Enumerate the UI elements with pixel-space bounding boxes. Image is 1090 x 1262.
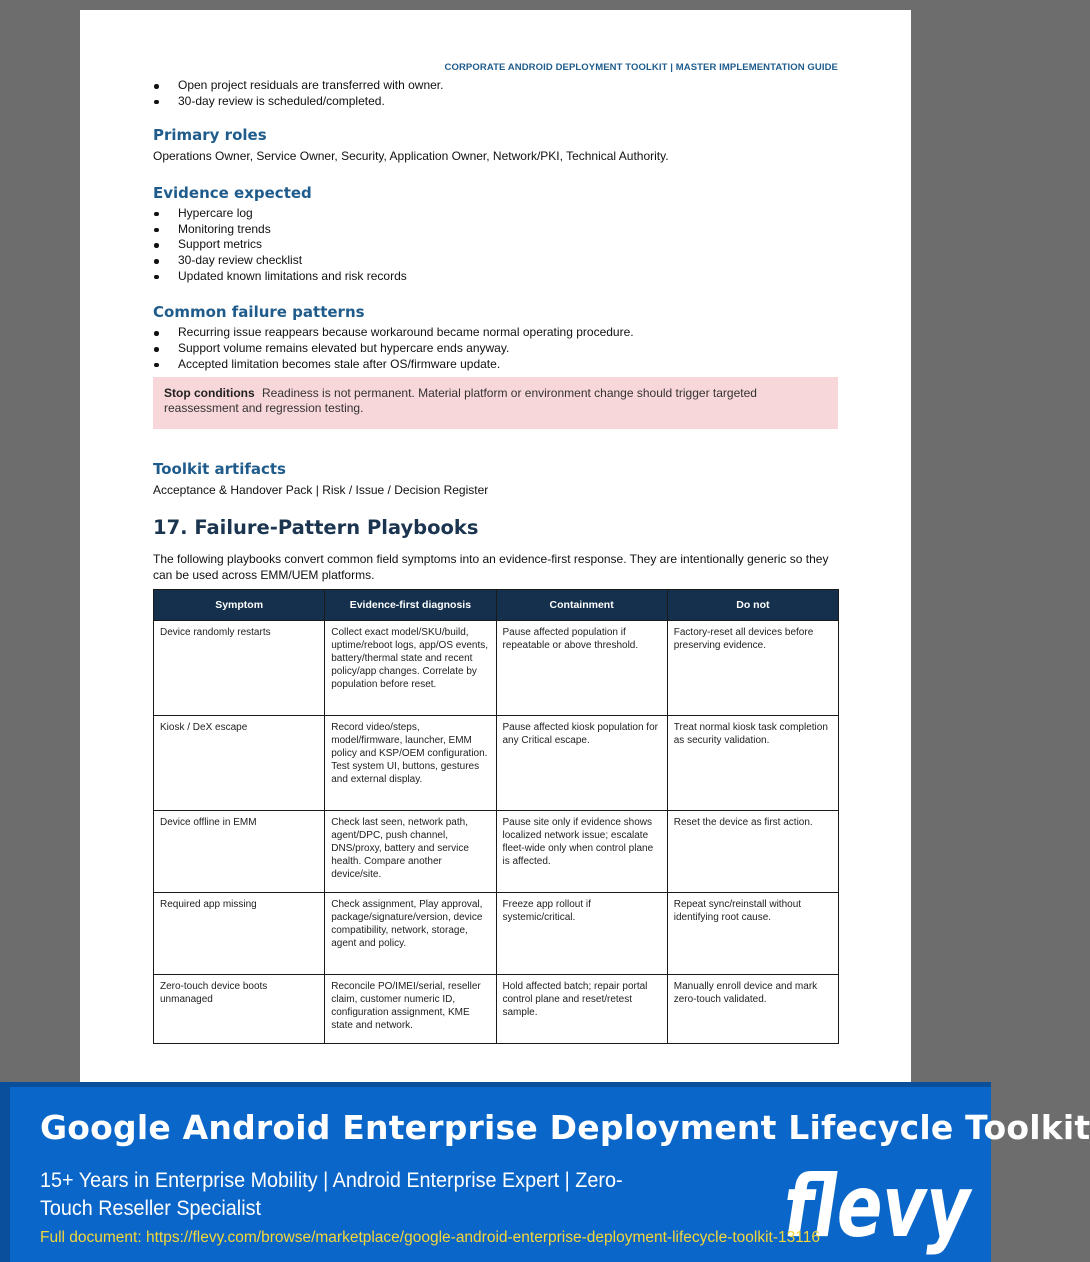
promo-banner [0, 1082, 1090, 1262]
table-row [154, 716, 839, 811]
table-header-row [154, 590, 839, 621]
stop-conditions-label: Stop conditions [164, 385, 255, 400]
stop-conditions-callout [153, 377, 838, 429]
table-cell: Device offline in EMM [154, 811, 325, 893]
list-item: Open project residuals are transferred with owner. [153, 78, 838, 94]
banner-title: Google Android Enterprise Deployment Lifecycle Toolkit [40, 1108, 1090, 1147]
top-bullet-list [153, 78, 838, 109]
common-failure-heading: Common failure patterns [153, 303, 365, 322]
table-cell: Freeze app rollout if systemic/critical. [496, 893, 667, 975]
table-cell: Pause affected population if repeatable or above threshold. [496, 621, 667, 716]
section-title: 17. Failure-Pattern Playbooks [153, 516, 479, 540]
table-cell: Check assignment, Play approval, package/signature/version, device compatibility, network, storage, agent and policy. [325, 893, 496, 975]
list-item: Support metrics [153, 237, 838, 253]
table-cell: Record video/steps, model/firmware, launcher, EMM policy and KSP/OEM configuration. Test system UI, buttons, gestures and external display. [325, 716, 496, 811]
table-row [154, 811, 839, 893]
document-link[interactable]: Full document: https://flevy.com/browse/marketplace/google-android-enterprise-deployment-lifecycle-toolkit-13116 [40, 1229, 820, 1246]
list-item: 30-day review checklist [153, 253, 838, 269]
table-row [154, 893, 839, 975]
running-header: CORPORATE ANDROID DEPLOYMENT TOOLKIT | MASTER IMPLEMENTATION GUIDE [444, 62, 838, 73]
table-cell: Device randomly restarts [154, 621, 325, 716]
banner-top-stripe [0, 1082, 991, 1087]
table-cell: Required app missing [154, 893, 325, 975]
playbook-table [153, 589, 839, 1044]
table-cell: Reconcile PO/IMEI/serial, reseller claim, customer numeric ID, configuration assignment, KME state and network. [325, 975, 496, 1044]
table-cell: Kiosk / DeX escape [154, 716, 325, 811]
list-item: Updated known limitations and risk records [153, 269, 838, 285]
table-cell: Manually enroll device and mark zero-touch validated. [667, 975, 838, 1044]
primary-roles-heading: Primary roles [153, 126, 267, 145]
table-cell: Collect exact model/SKU/build, uptime/reboot logs, app/OS events, battery/thermal state and recent policy/app changes. Correlate by population before reset. [325, 621, 496, 716]
table-cell: Check last seen, network path, agent/DPC, push channel, DNS/proxy, battery and service health. Compare another device/site. [325, 811, 496, 893]
table-cell: Factory-reset all devices before preserving evidence. [667, 621, 838, 716]
column-header: Containment [496, 590, 667, 621]
list-item: 30-day review is scheduled/completed. [153, 94, 838, 110]
banner-subtitle: 15+ Years in Enterprise Mobility | Android Enterprise Expert | Zero-Touch Reseller Specialist [40, 1168, 623, 1220]
failure-list [153, 325, 838, 372]
page-content [153, 78, 838, 1044]
table-cell: Zero-touch device boots unmanaged [154, 975, 325, 1044]
table-row [154, 621, 839, 716]
table-cell: Reset the device as first action. [667, 811, 838, 893]
table-row [154, 975, 839, 1044]
evidence-list [153, 206, 838, 285]
table-cell: Hold affected batch; repair portal control plane and reset/retest sample. [496, 975, 667, 1044]
flevy-logo-text: flevy [784, 1157, 974, 1257]
list-item: Support volume remains elevated but hypercare ends anyway. [153, 341, 838, 357]
section-intro: The following playbooks convert common field symptoms into an evidence-first response. They are intentionally generic so they can be used across EMM/UEM platforms. [153, 552, 829, 582]
column-header: Do not [667, 590, 838, 621]
table-cell: Repeat sync/reinstall without identifying root cause. [667, 893, 838, 975]
list-item: Hypercare log [153, 206, 838, 222]
document-page [80, 10, 911, 1082]
list-item: Accepted limitation becomes stale after OS/firmware update. [153, 357, 838, 373]
banner-left-stripe [0, 1087, 10, 1262]
table-cell: Pause affected kiosk population for any Critical escape. [496, 716, 667, 811]
toolkit-artifacts-text: Acceptance & Handover Pack | Risk / Issue / Decision Register [153, 482, 489, 497]
list-item: Recurring issue reappears because workaround became normal operating procedure. [153, 325, 838, 341]
column-header: Symptom [154, 590, 325, 621]
stop-conditions-text: Readiness is not permanent. Material platform or environment change should trigger targeted reassessment and regression testing. [164, 385, 757, 416]
list-item: Monitoring trends [153, 222, 838, 238]
table-cell: Pause site only if evidence shows localized network issue; escalate fleet-wide only when control plane is affected. [496, 811, 667, 893]
table-cell: Treat normal kiosk task completion as security validation. [667, 716, 838, 811]
primary-roles-text: Operations Owner, Service Owner, Security, Application Owner, Network/PKI, Technical Authority. [153, 149, 669, 164]
toolkit-artifacts-heading: Toolkit artifacts [153, 459, 286, 478]
column-header: Evidence-first diagnosis [325, 590, 496, 621]
evidence-expected-heading: Evidence expected [153, 183, 312, 202]
